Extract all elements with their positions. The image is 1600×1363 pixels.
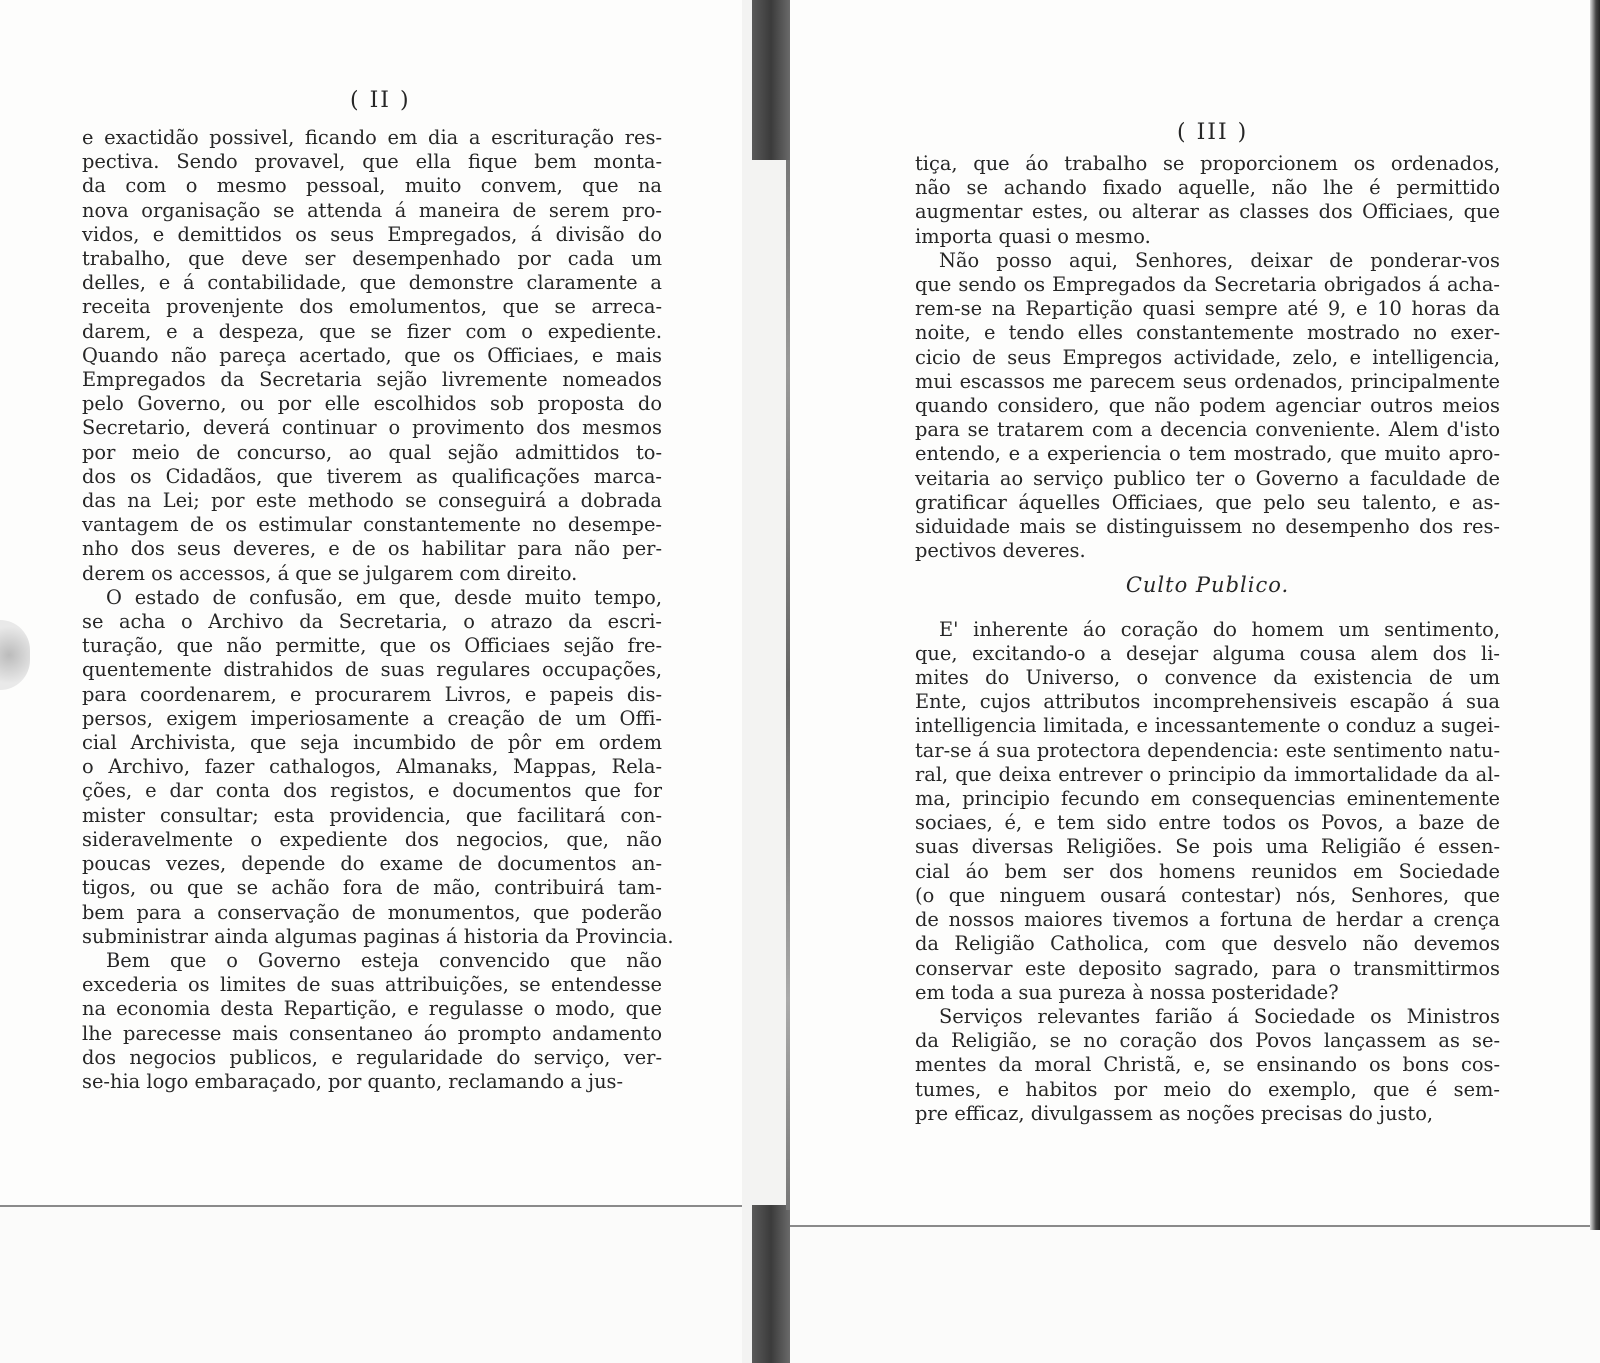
right-page-paragraphs-before-heading [915, 152, 1500, 563]
text-line: o Archivo, fazer cathalogos, Almanaks, Mappas, Rela- [82, 755, 662, 779]
text-line: não se achando fixado aquelle, não lhe é permittido [915, 176, 1500, 200]
text-line: pelo Governo, ou por elle escolhidos sob proposta do [82, 392, 662, 416]
text-line: ral, que deixa entrever o principio da immortalidade da al- [915, 762, 1500, 786]
text-line: subministrar ainda algumas paginas á historia da Provincia. [82, 924, 674, 948]
text-line: vidos, e demittidos os seus Empregados, á divisão do [82, 222, 662, 246]
text-line: lhe parecesse mais consentaneo áo prompto andamento [82, 1021, 662, 1045]
right-page-number: ( III ) [1177, 120, 1249, 145]
text-line: nova organisação se attenda á maneira de serem pro- [82, 198, 662, 222]
text-line: excederia os limites de suas attribuições, se entendesse [82, 973, 662, 997]
text-line: da Religião Catholica, com que desvelo não devemos [915, 932, 1500, 956]
text-line: pectivos deveres. [915, 539, 1086, 563]
text-line: para se tratarem com a decencia conveniente. Alem d'isto [915, 418, 1500, 442]
text-line: trabalho, que deve ser desempenhado por cada um [82, 247, 662, 271]
binding-shadow-top [752, 0, 790, 160]
right-page-paragraphs-after-heading [915, 618, 1500, 1126]
text-line: dos os Cidadãos, que tiverem as qualificações marca- [82, 464, 662, 488]
text-line: das na Lei; por este methodo se conseguirá a dobrada [82, 489, 662, 513]
text-line: siduidade mais se distinguissem no desempenho dos res- [915, 515, 1500, 539]
text-line: se-hia logo embaraçado, por quanto, reclamando a jus- [82, 1069, 624, 1093]
text-line: Serviços relevantes farião á Sociedade os Ministros [939, 1004, 1500, 1028]
text-line: ções, e dar conta dos registos, e documentos que for [82, 779, 662, 803]
text-line: tumes, e habitos por meio do exemplo, que é sem- [915, 1077, 1500, 1101]
text-line: conservar este deposito sagrado, para o transmittirmos [915, 956, 1500, 980]
section-heading: Culto Publico. [1125, 573, 1290, 598]
text-line: veitaria ao serviço publico ter o Governo a faculdade de [915, 466, 1500, 490]
text-line: (o que ninguem ousará contestar) nós, Senhores, que [915, 883, 1500, 907]
text-line: gratificar áquelles Officiaes, que pelo seu talento, e as- [915, 490, 1500, 514]
text-line: que, excitando-o a desejar alguma cousa alem dos li- [915, 641, 1500, 665]
text-line: receita provenjente dos emolumentos, que se arreca- [82, 295, 662, 319]
text-line: se acha o Archivo da Secretaria, o atrazo da escri- [82, 610, 662, 634]
text-line: mentes da moral Christã, e, se ensinando os bons cos- [915, 1053, 1500, 1077]
text-line: da com o mesmo pessoal, muito convem, que na [82, 174, 662, 198]
text-line: na economia desta Repartição, e regulasse o modo, que [82, 997, 662, 1021]
text-line: suas diversas Religiões. Se pois uma Religião é essen- [915, 835, 1500, 859]
text-line: entendo, e a experiencia o tem mostrado, que muito apro- [915, 442, 1500, 466]
left-page-body [82, 126, 674, 1094]
text-line: que sendo os Empregados da Secretaria obrigados á acha- [915, 273, 1500, 297]
page-edge-shadow [1590, 0, 1600, 1230]
text-line: pectiva. Sendo provavel, que ella fique bem monta- [82, 150, 662, 174]
text-line: pre efficaz, divulgassem as noções precisas do justo, [915, 1101, 1434, 1125]
text-line: quando considero, que não podem agenciar outros meios [915, 394, 1500, 418]
text-line: intelligencia limitada, e incessantemente o conduz a sugei- [915, 714, 1500, 738]
text-line: ma, principio fecundo em consequencias eminentemente [915, 787, 1500, 811]
left-page-number: ( II ) [350, 88, 411, 113]
text-line: por meio de concurso, ao qual sejão admittidos to- [82, 440, 662, 464]
text-line: Não posso aqui, Senhores, deixar de ponderar-vos [939, 248, 1500, 272]
text-line: quentemente distrahidos de suas regulares occupações, [82, 658, 662, 682]
text-line: dos negocios publicos, e regularidade do serviço, ver- [82, 1045, 662, 1069]
left-page [0, 0, 742, 1207]
text-line: nho dos seus deveres, e de os habilitar para não per- [82, 537, 662, 561]
text-line: cicio de seus Empregos actividade, zelo, e intelligencia, [915, 345, 1500, 369]
text-line: tigos, ou que se achão fora de mão, contribuirá tam- [82, 876, 662, 900]
text-line: turação, que não permitte, que os Officiaes sejão fre- [82, 634, 662, 658]
text-line: mites do Universo, o convence da existencia de um [915, 666, 1500, 690]
text-line: e exactidão possivel, ficando em dia a escrituração res- [82, 126, 662, 149]
text-line: augmentar estes, ou alterar as classes dos Officiaes, que [915, 200, 1500, 224]
text-line: mui escassos me parecem seus ordenados, principalmente [915, 369, 1500, 393]
text-line: delles, e á contabilidade, que demonstre claramente a [82, 271, 662, 295]
text-line: noite, e tendo elles constantemente mostrado no exer- [915, 321, 1500, 345]
right-page [790, 0, 1590, 1227]
book-gutter [742, 0, 790, 1363]
text-line: cial Archivista, que seja incumbido de pôr em ordem [82, 731, 662, 755]
text-line: Secretario, deverá continuar o provimento dos mesmos [82, 416, 662, 440]
text-line: para coordenarem, e procurarem Livros, e papeis dis- [82, 682, 662, 706]
text-line: tiça, que áo trabalho se proporcionem os ordenados, [915, 152, 1500, 175]
text-line: rem-se na Repartição quasi sempre até 9, e 10 horas da [915, 297, 1500, 321]
text-line: darem, e a despeza, que se fizer com o expediente. [82, 319, 662, 343]
text-line: derem os accessos, á que se julgarem com direito. [82, 561, 578, 585]
text-line: em toda a sua pureza à nossa posteridade? [915, 980, 1339, 1004]
text-line: Ente, cujos attributos incomprehensiveis escapão á sua [915, 690, 1500, 714]
text-line: importa quasi o mesmo. [915, 224, 1151, 248]
right-page-body [915, 152, 1500, 1126]
text-line: Bem que o Governo esteja convencido que não [106, 948, 662, 972]
text-line: poucas vezes, depende do exame de documentos an- [82, 852, 662, 876]
binding-shadow-bottom [752, 1205, 790, 1363]
text-line: E' inherente áo coração do homem um sentimento, [939, 617, 1500, 641]
text-line: sideravelmente o expediente dos negocios, que, não [82, 827, 662, 851]
text-line: de nossos maiores tivemos a fortuna de herdar a crença [915, 908, 1500, 932]
text-line: mister consultar; esta providencia, que facilitará con- [82, 803, 662, 827]
text-line: Quando não pareça acertado, que os Officiaes, e mais [82, 343, 662, 367]
text-line: O estado de confusão, em que, desde muito tempo, [106, 585, 662, 609]
text-line: cial áo bem ser dos homens reunidos em Sociedade [915, 859, 1500, 883]
text-line: vantagem de os estimular constantemente no desempe- [82, 513, 662, 537]
text-line: da Religião, se no coração dos Povos lançassem as se- [915, 1029, 1500, 1053]
text-line: sociaes, é, e tem sido entre todos os Povos, a baze de [915, 811, 1500, 835]
text-line: Empregados da Secretaria sejão livremente nomeados [82, 368, 662, 392]
text-line: tar-se á sua protectora dependencia: este sentimento natu- [915, 738, 1500, 762]
text-line: bem para a conservação de monumentos, que poderão [82, 900, 662, 924]
text-line: persos, exigem imperiosamente a creação de um Offi- [82, 706, 662, 730]
